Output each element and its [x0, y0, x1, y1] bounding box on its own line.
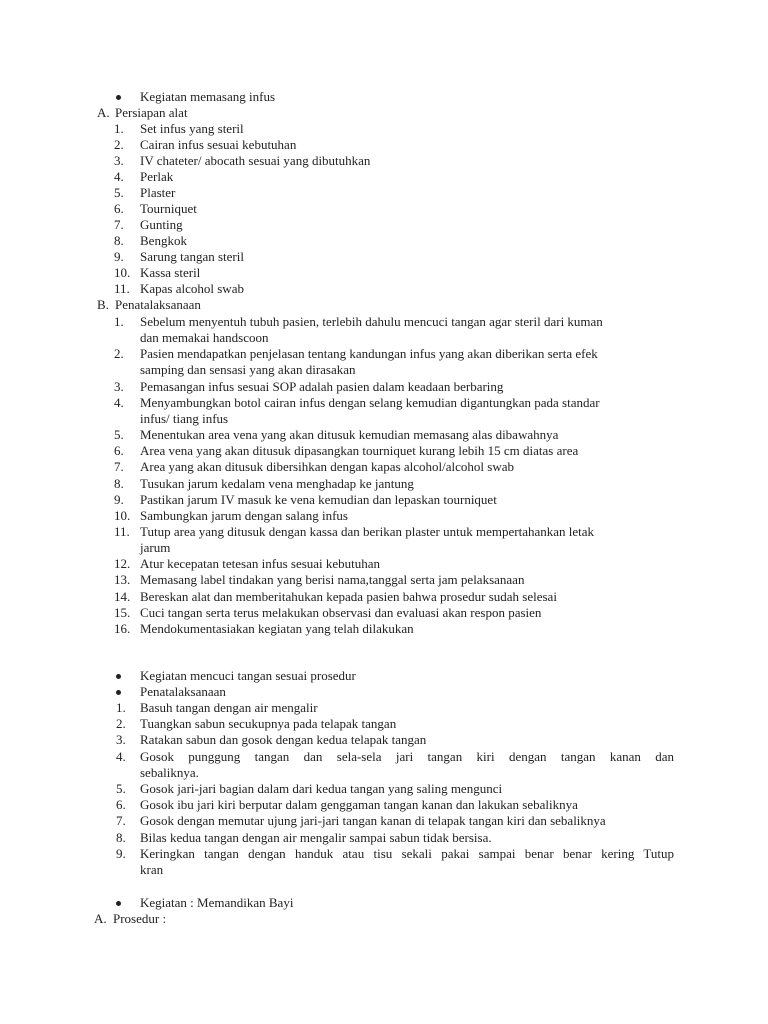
section-prosedur-marker: A. [94, 911, 107, 926]
bullet-marker [116, 901, 121, 906]
list-item-number: 11. [114, 523, 130, 539]
list-item-number: 9. [114, 491, 124, 507]
list-item-number: 12. [114, 556, 131, 572]
list-item-number: 6. [114, 443, 124, 459]
section-title-memasang-infus: Kegiatan memasang infus [140, 89, 276, 104]
list-item-text-continuation: infus/ tiang infus [140, 410, 229, 426]
section-title-memandikan-bayi: Kegiatan : Memandikan Bayi [140, 895, 294, 910]
list-item-text: Mendokumentasiakan kegiatan yang telah dilakukan [140, 620, 414, 636]
list-item-text: Menentukan area vena yang akan ditusuk kemudian memasang alas dibawahnya [140, 427, 559, 443]
section-a-title: Persiapan alat [115, 105, 188, 120]
list-item-number: 5. [116, 781, 126, 796]
list-item-number: 6. [116, 797, 126, 813]
list-item-text: Keringkan tangan dengan handuk atau tisu sekali pakai sampai benar benar kering Tutup [140, 845, 674, 861]
list-item-text: IV chateter/ abocath sesuai yang dibutuhkan [140, 153, 371, 168]
list-item-number: 2. [114, 137, 124, 152]
list-item-number: 7. [114, 217, 124, 232]
section-b-marker: B. [97, 297, 109, 312]
list-item-text-continuation: dan memakai handscoon [140, 330, 269, 346]
list-item-text: Bengkok [140, 233, 187, 248]
list-item-text-continuation: samping dan sensasi yang akan dirasakan [140, 362, 356, 378]
list-item-text: Gosok dengan memutar ujung jari-jari tangan kanan di telapak tangan kiri dan sebaliknya [140, 813, 606, 829]
list-item-number: 3. [116, 732, 126, 748]
list-item-number: 8. [114, 233, 124, 248]
list-item-number: 1. [114, 314, 124, 329]
list-item-text: Pasien mendapatkan penjelasan tentang kandungan infus yang akan diberikan serta efek [140, 346, 598, 362]
list-item-number: 4. [114, 394, 124, 410]
list-item-text: Sarung tangan steril [140, 249, 244, 264]
section-a-marker: A. [97, 105, 110, 120]
list-item-text: Cuci tangan serta terus melakukan observasi dan evaluasi akan respon pasien [140, 604, 542, 620]
list-item-number: 4. [114, 169, 124, 184]
bullet-marker [116, 95, 121, 100]
list-item-number: 16. [114, 620, 131, 636]
list-item-text: Pemasangan infus sesuai SOP adalah pasien dalam keadaan berbaring [140, 378, 504, 394]
list-item-text: Gosok ibu jari kiri berputar dalam genggaman tangan kanan dan lakukan sebaliknya [140, 797, 578, 813]
list-item-text: Pastikan jarum IV masuk ke vena kemudian dan lepaskan tourniquet [140, 491, 497, 507]
list-item-number: 1. [116, 700, 126, 715]
list-item-text: Cairan infus sesuai kebutuhan [140, 137, 297, 152]
list-item-text: Tuangkan sabun secukupnya pada telapak tangan [140, 716, 397, 732]
bullet-marker [116, 674, 121, 679]
list-item-number: 11. [114, 281, 130, 296]
list-item-text-continuation: jarum [140, 540, 171, 556]
list-item-text: Sebelum menyentuh tubuh pasien, terlebih dahulu mencuci tangan agar steril dari kuman [140, 314, 603, 329]
list-item-text: Set infus yang steril [140, 121, 244, 136]
list-item-number: 9. [116, 845, 126, 861]
list-item-text: Area yang akan ditusuk dibersihkan dengan kapas alcohol/alcohol swab [140, 459, 514, 475]
list-item-text: Perlak [140, 169, 174, 184]
list-item-number: 1. [114, 121, 124, 136]
list-item-number: 13. [114, 572, 131, 588]
list-item-text: Atur kecepatan tetesan infus sesuai kebutuhan [140, 556, 381, 572]
list-item-number: 3. [114, 153, 124, 168]
list-item-number: 3. [114, 378, 124, 394]
list-item-number: 10. [114, 265, 131, 280]
list-item-text: Bereskan alat dan memberitahukan kepada pasien bahwa prosedur sudah selesai [140, 588, 557, 604]
list-item-number: 7. [116, 813, 126, 829]
list-item-text: Tourniquet [140, 201, 197, 216]
list-item-number: 8. [116, 829, 126, 845]
list-item-number: 2. [116, 716, 126, 732]
list-item-number: 4. [116, 748, 126, 764]
list-item-text: Basuh tangan dengan air mengalir [140, 700, 318, 715]
list-item-number: 10. [114, 507, 131, 523]
list-item-text: Tusukan jarum kedalam vena menghadap ke jantung [140, 475, 414, 491]
section-b-title: Penatalaksanaan [115, 297, 201, 312]
list-item-text: Kassa steril [140, 265, 201, 280]
list-item-text: Memasang label tindakan yang berisi nama,tanggal serta jam pelaksanaan [140, 572, 525, 588]
list-item-text: Plaster [140, 185, 176, 200]
section-title-mencuci-tangan: Kegiatan mencuci tangan sesuai prosedur [140, 668, 356, 683]
list-item-number: 14. [114, 588, 131, 604]
list-item-number: 5. [114, 185, 124, 200]
list-item-text: Tutup area yang ditusuk dengan kassa dan berikan plaster untuk mempertahankan letak [140, 523, 595, 539]
list-item-number: 15. [114, 604, 131, 620]
list-item-text: Gosok punggung tangan dan sela-sela jari tangan kiri dengan tangan kanan dan [140, 748, 674, 764]
list-item-text: Area vena yang akan ditusuk dipasangkan tourniquet kurang lebih 15 cm diatas area [140, 443, 579, 459]
bullet-marker [116, 690, 121, 695]
list-item-number: 5. [114, 427, 124, 443]
section-prosedur-title: Prosedur : [113, 911, 167, 926]
list-item-number: 7. [114, 459, 124, 475]
list-item-text: Sambungkan jarum dengan salang infus [140, 507, 348, 523]
list-item-number: 6. [114, 201, 124, 216]
list-item-number: 8. [114, 475, 124, 491]
list-item-number: 2. [114, 346, 124, 362]
list-item-text-continuation: sebaliknya. [140, 764, 199, 780]
list-item-text-continuation: kran [140, 862, 164, 877]
list-item-text: Gosok jari-jari bagian dalam dari kedua tangan yang saling mengunci [140, 781, 503, 796]
list-item-text: Bilas kedua tangan dengan air mengalir sampai sabun tidak bersisa. [140, 829, 492, 845]
list-item-text: Kapas alcohol swab [140, 281, 244, 296]
section-subtitle-penatalaksanaan: Penatalaksanaan [140, 684, 226, 699]
list-item-text: Menyambungkan botol cairan infus dengan selang kemudian digantungkan pada standar [140, 394, 600, 410]
list-item-text: Ratakan sabun dan gosok dengan kedua telapak tangan [140, 732, 427, 748]
list-item-number: 9. [114, 249, 124, 264]
list-item-text: Gunting [140, 217, 183, 232]
